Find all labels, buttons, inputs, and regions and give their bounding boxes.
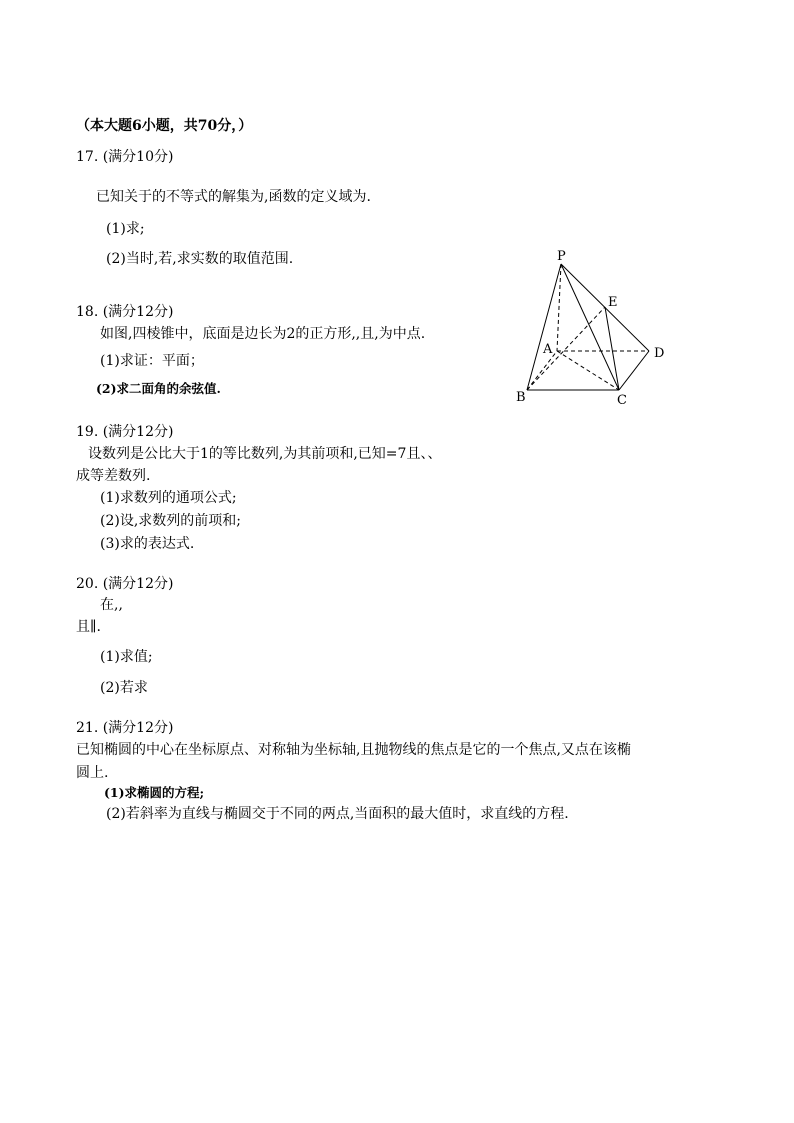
label-b: B <box>516 390 526 405</box>
edge-pb <box>527 264 561 390</box>
q21-stem-line-2: 圆上. <box>76 765 109 781</box>
q19-stem-line-1: 设数列是公比大于1的等比数列,为其前项和,已知=7且、、 <box>88 446 442 462</box>
q19-part-3: (3)求的表达式. <box>100 536 195 552</box>
label-p: P <box>557 249 566 264</box>
q17-stem: 已知关于的不等式的解集为,函数的定义域为. <box>96 189 371 205</box>
label-c: C <box>617 393 627 408</box>
q17-part-2: (2)当时,若,求实数的取值范围. <box>106 251 294 267</box>
q18-part-1: (1)求证：平面； <box>100 353 204 369</box>
q19-title: 19. (满分12分) <box>76 424 174 440</box>
q21-stem-line-1: 已知椭圆的中心在坐标原点、对称轴为坐标轴,且抛物线的焦点是它的一个焦点,又点在该椭 <box>76 742 631 758</box>
q18-title: 18. (满分12分) <box>76 304 174 320</box>
edge-cd <box>619 351 649 390</box>
edge-ab <box>527 351 557 390</box>
label-d: D <box>654 346 665 361</box>
q18-part-2: (2)求二面角的余弦值. <box>96 381 221 396</box>
q21-title: 21. (满分12分) <box>76 720 174 736</box>
label-e: E <box>608 295 618 310</box>
q20-part-2: (2)若求 <box>100 680 148 696</box>
pyramid-figure <box>505 248 685 408</box>
edge-pc <box>561 264 619 390</box>
q20-part-1: (1)求值; <box>100 649 153 665</box>
q19-part-1: (1)求数列的通项公式; <box>100 490 237 506</box>
q21-part-1: (1)求椭圆的方程; <box>104 785 205 800</box>
q19-stem-line-2: 成等差数列. <box>76 468 151 484</box>
q21-part-2: (2)若斜率为直线与椭圆交于不同的两点,当面积的最大值时，求直线的方程. <box>106 806 569 822</box>
q18-stem: 如图,四棱锥中，底面是边长为2的正方形,,且,为中点. <box>100 326 426 342</box>
q20-stem-line-2: 且∥. <box>76 619 101 635</box>
label-a: A <box>543 342 553 357</box>
section-header: （本大题6小题，共70分，） <box>76 118 253 134</box>
q19-part-2: (2)设,求数列的前项和; <box>100 513 241 529</box>
q17-part-1: (1)求; <box>106 221 145 237</box>
q20-title: 20. (满分12分) <box>76 576 174 592</box>
q17-title: 17. (满分10分) <box>76 149 174 165</box>
q20-stem-line-1: 在,, <box>100 597 123 613</box>
